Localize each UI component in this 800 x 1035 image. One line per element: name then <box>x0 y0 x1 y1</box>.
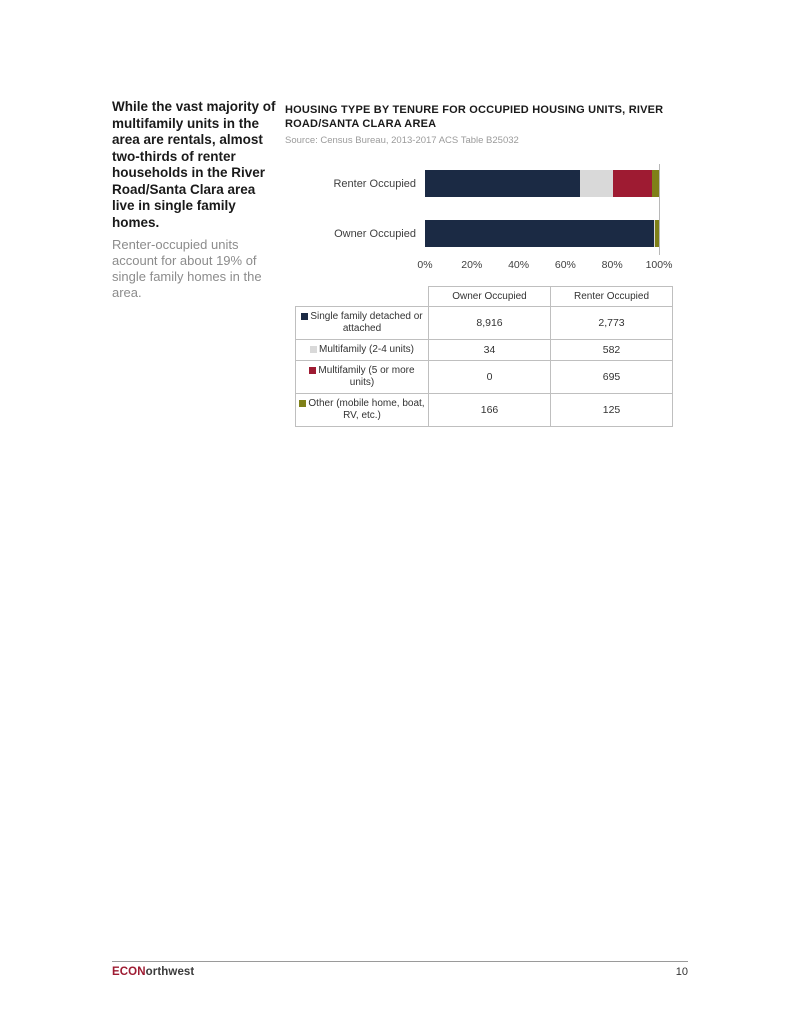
legend-swatch <box>309 367 316 374</box>
housing-tenure-table <box>295 286 673 427</box>
owner-value-cell: 0 <box>429 361 551 394</box>
table-header-empty-cell <box>296 287 429 307</box>
footer-divider <box>112 961 688 962</box>
table-row <box>296 394 673 427</box>
x-axis-tick: 20% <box>461 259 483 271</box>
bar-segment <box>425 220 654 247</box>
chart-source: Source: Census Bureau, 2013-2017 ACS Table B25032 <box>285 135 519 146</box>
x-axis-tick: 40% <box>508 259 530 271</box>
bar-track <box>425 170 659 197</box>
row-label-cell <box>296 340 429 361</box>
table-header <box>296 287 673 307</box>
renter-value-cell: 125 <box>551 394 673 427</box>
row-label: Multifamily (5 or more units) <box>318 365 415 388</box>
row-label: Single family detached or attached <box>310 311 423 334</box>
bar-segment <box>425 170 580 197</box>
x-axis-tick: 100% <box>645 259 673 271</box>
table-body <box>296 307 673 427</box>
bar-segment <box>613 170 652 197</box>
page-number: 10 <box>675 966 688 978</box>
legend-swatch <box>301 313 308 320</box>
owner-value-cell: 34 <box>429 340 551 361</box>
chart-header <box>285 103 683 146</box>
x-axis-tick: 0% <box>417 259 433 271</box>
owner-value-cell: 8,916 <box>429 307 551 340</box>
owner-value-cell: 166 <box>429 394 551 427</box>
renter-value-cell: 582 <box>551 340 673 361</box>
bar-segment <box>580 170 613 197</box>
x-axis-tick: 80% <box>601 259 623 271</box>
table-header-renter: Renter Occupied <box>551 287 673 307</box>
row-label-cell <box>296 361 429 394</box>
row-label: Multifamily (2-4 units) <box>318 344 415 355</box>
callout-subtext: Renter-occupied units account for about 19% of single family homes in the area. <box>112 237 262 300</box>
callout-headline: While the vast majority of multifamily units in the area are rentals, almost two-thirds of renter households in the River Road/Santa Clara area live in single family homes. <box>112 99 276 230</box>
brand-text-secondary: orthwest <box>145 966 195 978</box>
brand-text-primary: ECON <box>112 966 146 978</box>
chart-title: HOUSING TYPE BY TENURE FOR OCCUPIED HOUSING UNITS, RIVER ROAD/SANTA CLARA AREA <box>285 104 664 130</box>
renter-value-cell: 695 <box>551 361 673 394</box>
bar-rows <box>285 170 675 247</box>
bar-row <box>285 220 675 247</box>
row-label: Other (mobile home, boat, RV, etc.) <box>308 398 425 421</box>
bar-row <box>285 170 675 197</box>
legend-swatch <box>299 400 306 407</box>
table-header-owner: Owner Occupied <box>429 287 551 307</box>
table-row <box>296 340 673 361</box>
renter-value-cell: 2,773 <box>551 307 673 340</box>
plot-right-border <box>659 164 660 255</box>
bar-category-label: Renter Occupied <box>333 177 416 190</box>
table-header-row <box>296 287 673 307</box>
legend-swatch <box>310 346 317 353</box>
x-axis <box>417 259 673 273</box>
row-label-cell <box>296 394 429 427</box>
bar-track <box>425 220 659 247</box>
table-row <box>296 361 673 394</box>
bar-category-label: Owner Occupied <box>334 227 416 240</box>
bar-segment <box>652 170 659 197</box>
x-axis-tick: 60% <box>554 259 576 271</box>
stacked-bar-chart <box>285 160 675 275</box>
footer-brand-logo <box>112 966 194 978</box>
sidebar-callout <box>112 99 280 301</box>
table-row <box>296 307 673 340</box>
row-label-cell <box>296 307 429 340</box>
